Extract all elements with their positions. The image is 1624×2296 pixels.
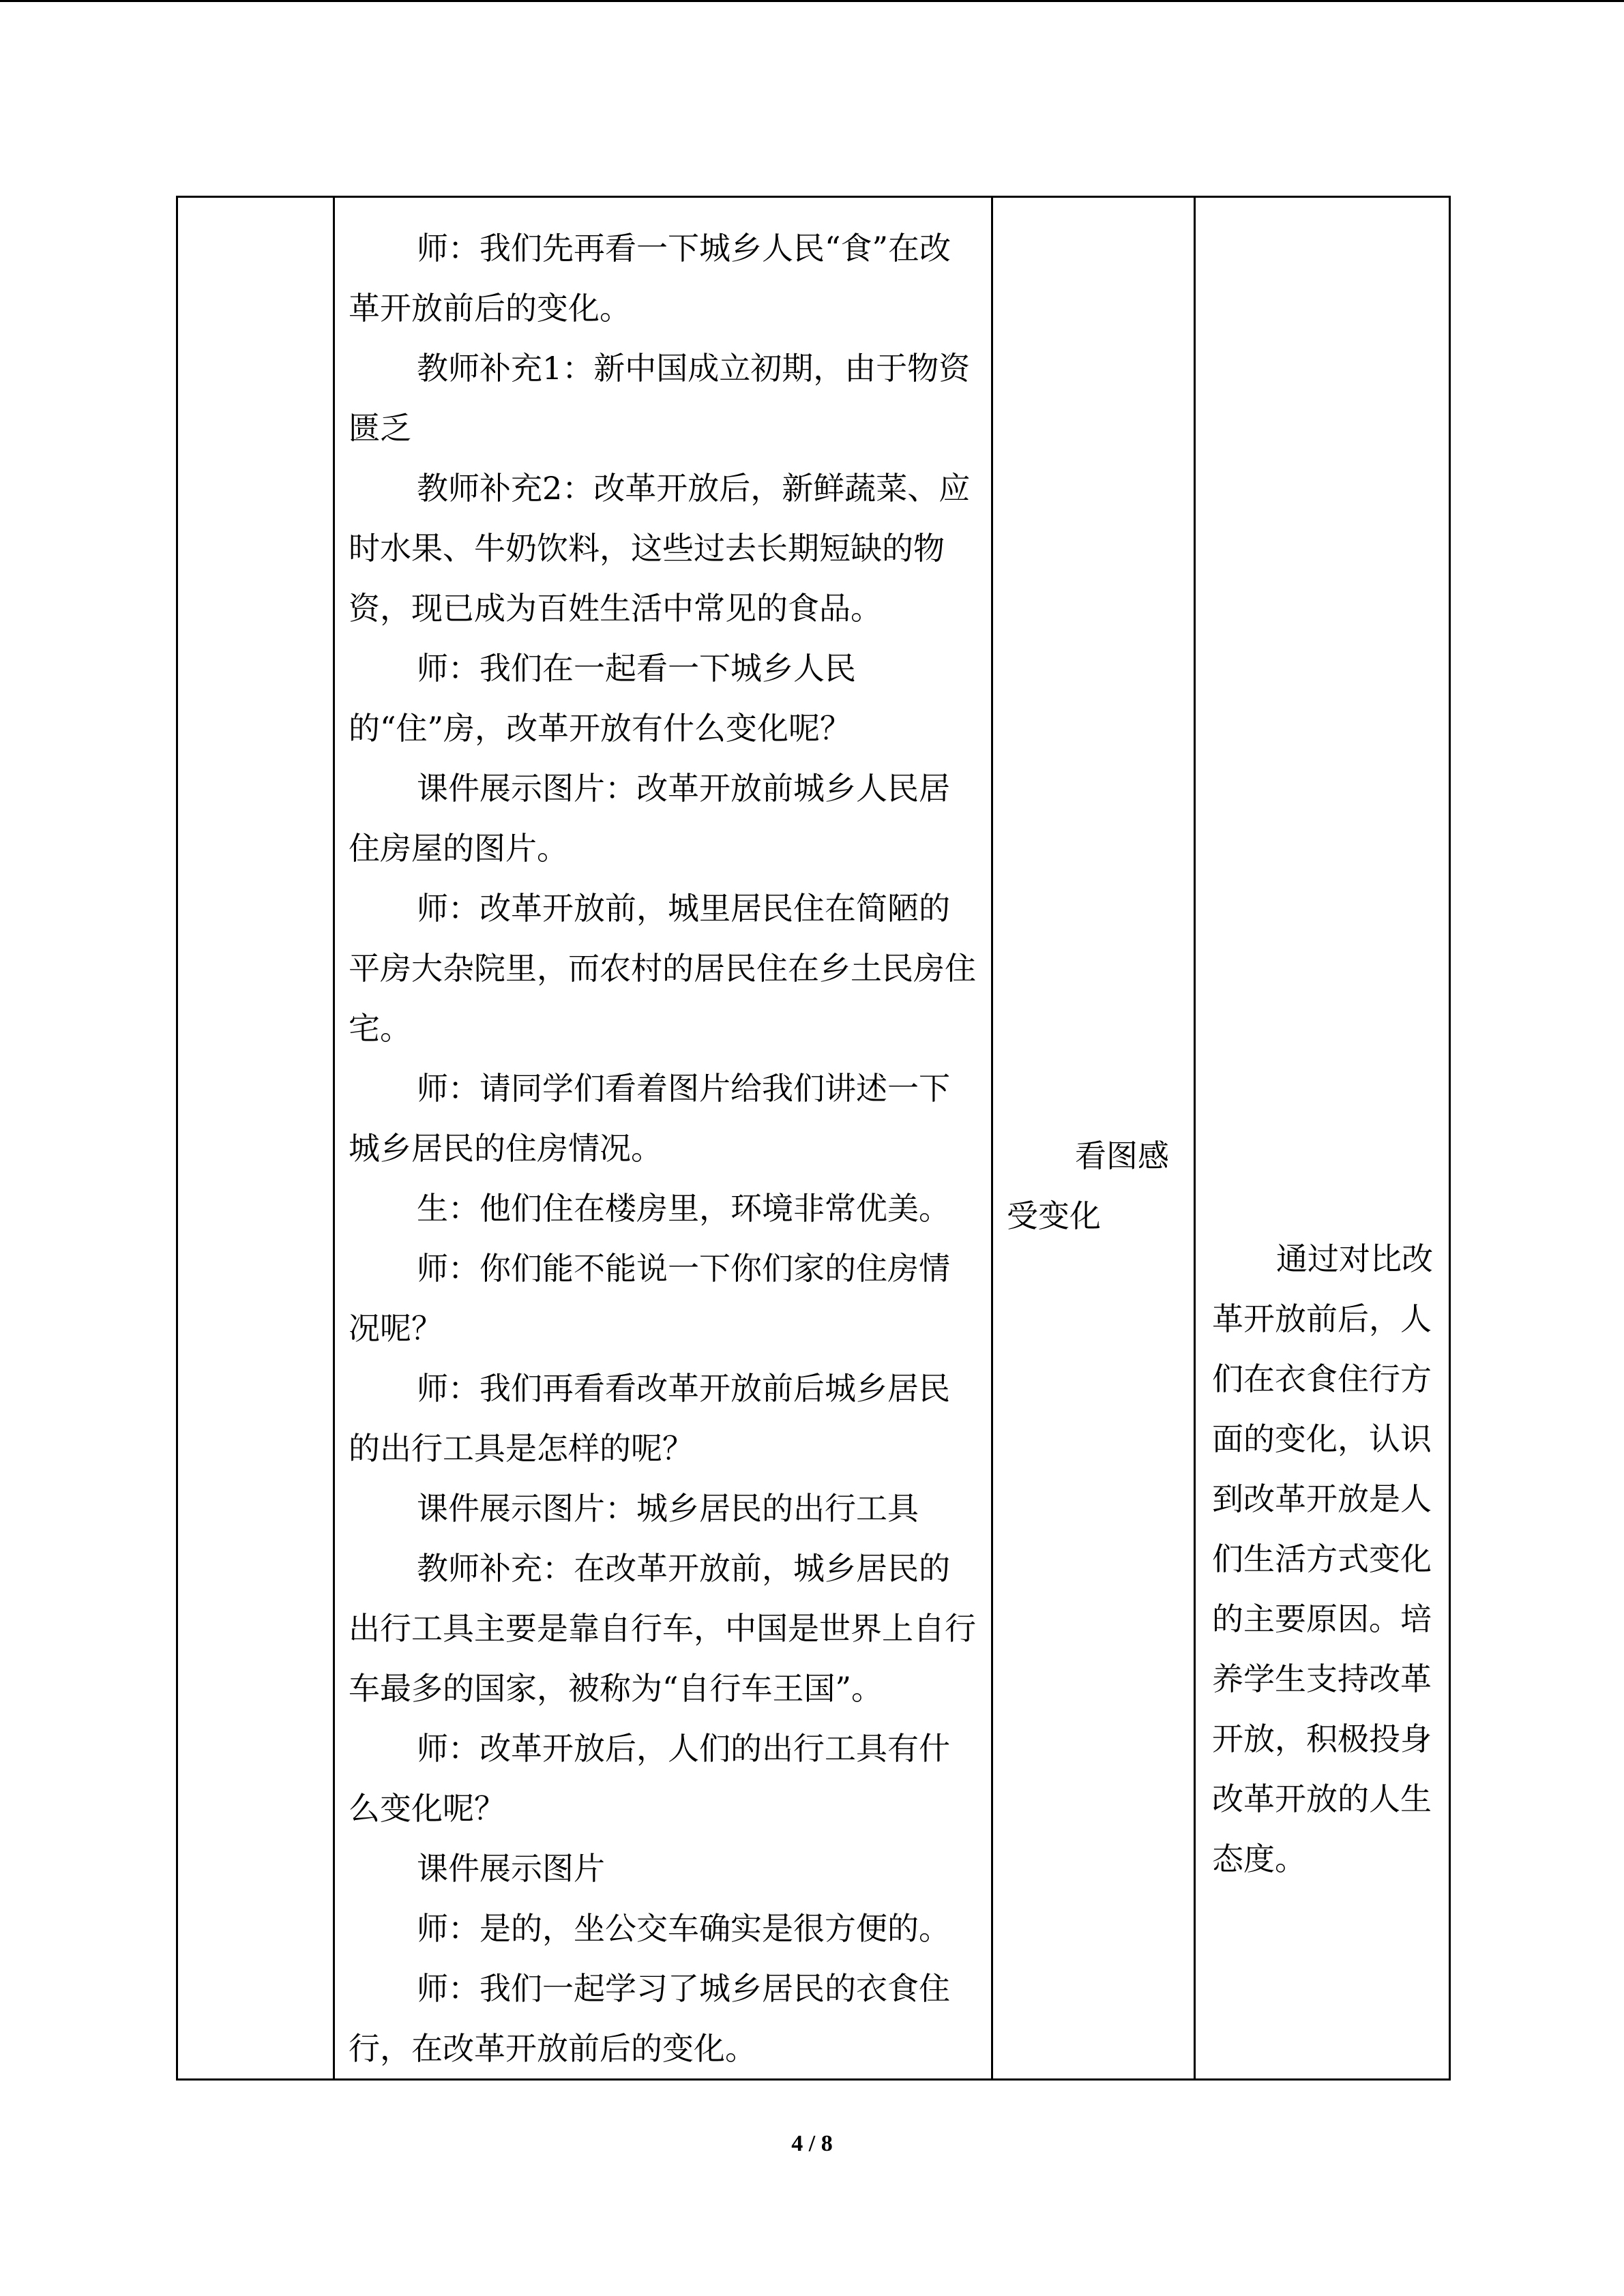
stage-cell [177, 197, 334, 2080]
teacher-paragraph: 师：请同学们看着图片给我们讲述一下城乡居民的住房情况。 [349, 1070, 950, 1167]
page-number: 4 / 8 [791, 2131, 833, 2156]
teacher-paragraph: 师：是的，坐公交车确实是很方便的。 [417, 1910, 950, 1947]
teacher-activity-cell [334, 197, 992, 2080]
teacher-paragraph: 师：改革开放前，城里居民住在简陋的平房大杂院里，而农村的居民住在乡土民房住宅。 [349, 890, 976, 1047]
teacher-paragraph: 课件展示图片 [417, 1850, 605, 1887]
teacher-paragraph: 师：我们先再看一下城乡人民“食”在改革开放前后的变化。 [349, 230, 951, 327]
teacher-paragraph: 教师补充1：新中国成立初期，由于物资匮乏 [349, 350, 971, 447]
teacher-paragraph: 生：他们住在楼房里，环境非常优美。 [417, 1190, 950, 1227]
student-activity-cell [992, 197, 1195, 2080]
teacher-paragraph: 师：改革开放后，人们的出行工具有什么变化呢？ [349, 1730, 950, 1827]
teacher-paragraph: 教师补充2：改革开放后，新鲜蔬菜、应时水果、牛奶饮料，这些过去长期短缺的物资，现已成为百姓生活中常见的食品。 [349, 470, 971, 627]
teacher-paragraph: 师：我们再看看改革开放前后城乡居民的出行工具是怎样的呢？ [349, 1370, 950, 1467]
teacher-paragraph: 师：我们一起学习了城乡居民的衣食住行，在改革开放前后的变化。 [349, 1970, 950, 2067]
student-activity-text: 看图感受变化 [1007, 1137, 1169, 1234]
teacher-paragraph: 课件展示图片：城乡居民的出行工具 [417, 1490, 919, 1527]
teacher-paragraph: 课件展示图片：改革开放前城乡人民居住房屋的图片。 [349, 770, 950, 867]
design-intent-text: 通过对比改革开放前后，人们在衣食住行方面的变化，认识到改革开放是人们生活方式变化的主要原因。培养学生支持改革开放，积极投身改革开放的人生态度。 [1212, 1240, 1433, 1877]
teacher-paragraph: 教师补充：在改革开放前，城乡居民的出行工具主要是靠自行车，中国是世界上自行车最多的国家，被称为“自行车王国”。 [349, 1550, 976, 1707]
page-top-border [0, 0, 1624, 2]
teacher-paragraph: 师：我们在一起看一下城乡人民的“住”房，改革开放有什么变化呢？ [349, 650, 856, 747]
teacher-paragraph: 师：你们能不能说一下你们家的住房情况呢？ [349, 1250, 950, 1347]
